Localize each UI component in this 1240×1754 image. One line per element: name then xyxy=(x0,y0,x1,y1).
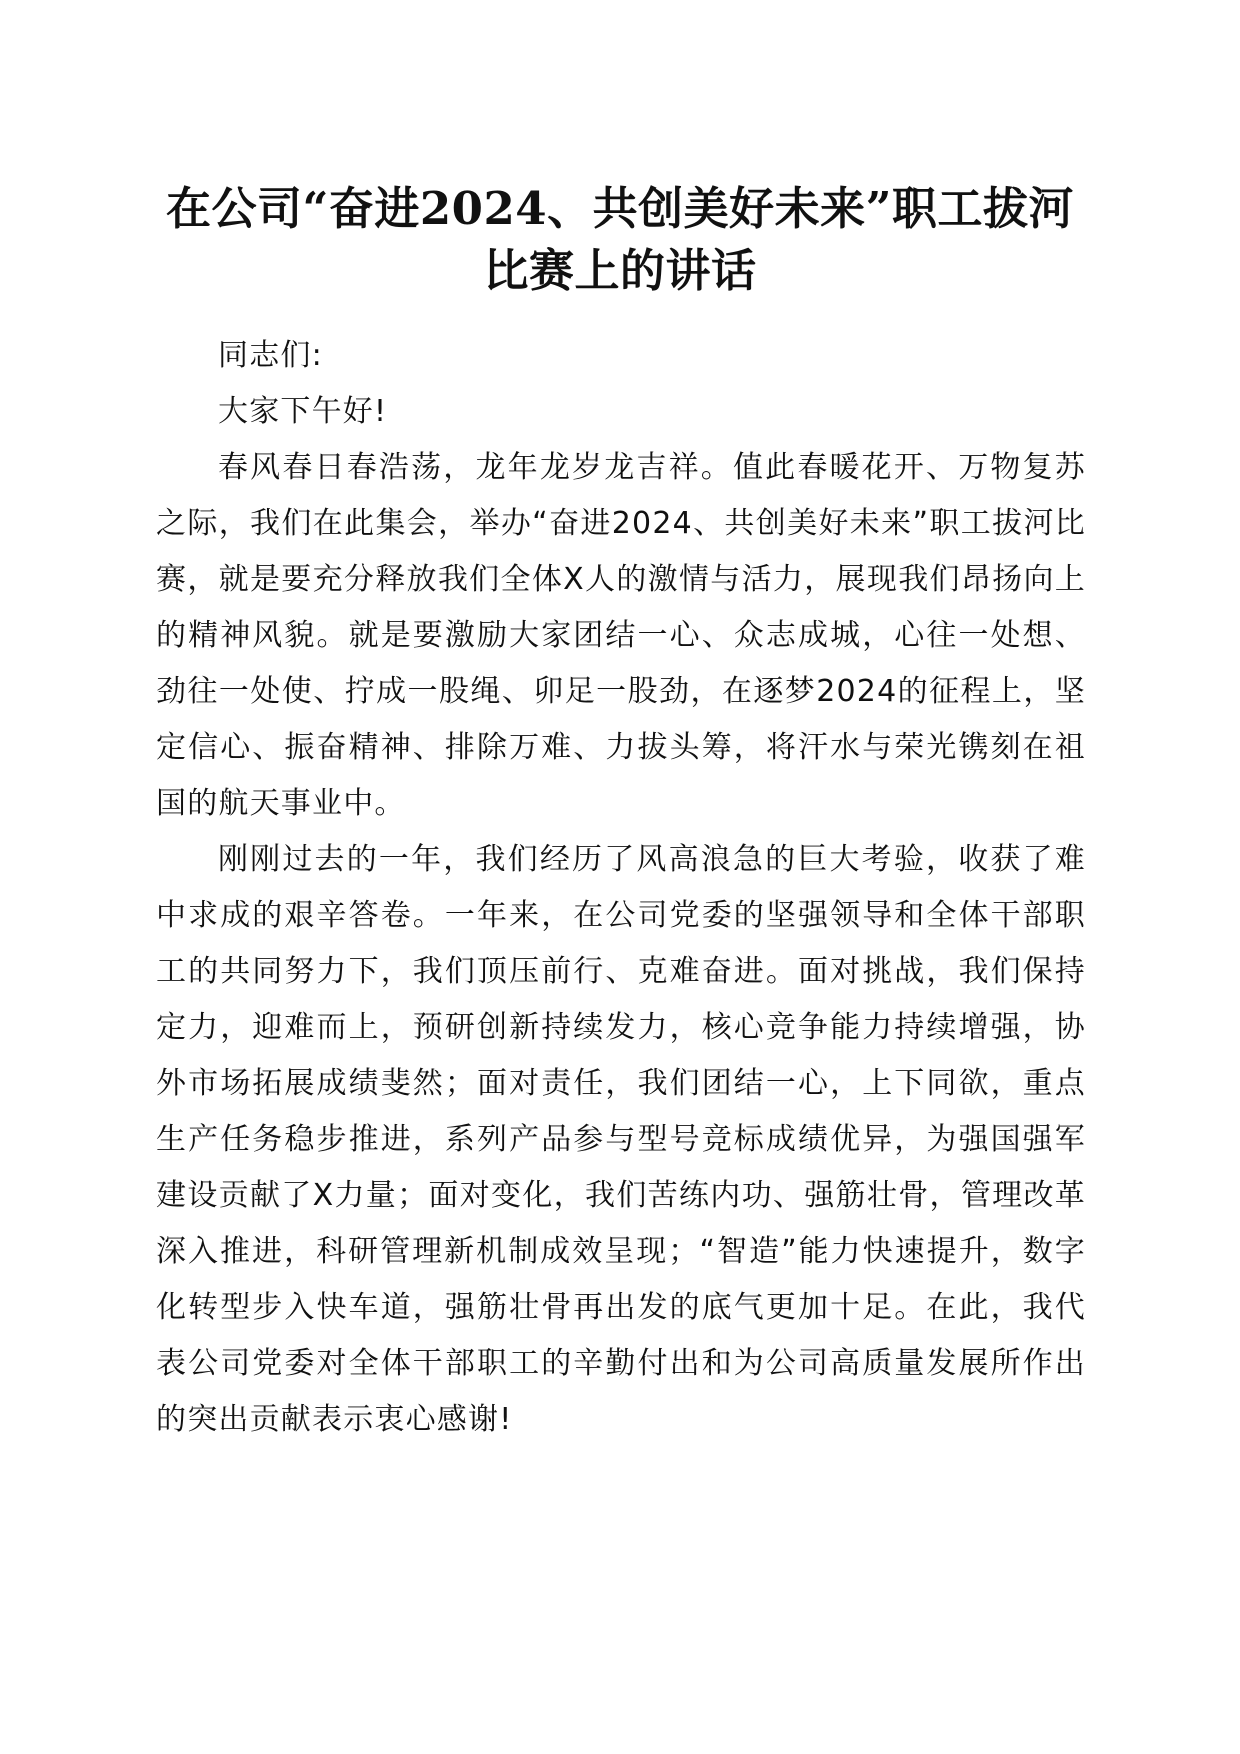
body-paragraph: 春风春日春浩荡，龙年龙岁龙吉祥。值此春暖花开、万物复苏之际，我们在此集会，举办“奋进2024、共创美好未来”职工拔河比赛，就是要充分释放我们全体X人的激情与活力，展现我们昂扬向上的精神风貌。就是要激励大家团结一心、众志成城，心往一处想、劲往一处使、拧成一股绳、卯足一股劲，在逐梦2024的征程上，坚定信心、振奋精神、排除万难、力拔头筹，将汗水与荣光镌刻在祖国的航天事业中。 xyxy=(156,450,1086,821)
document-title: 在公司“奋进2024、共创美好未来”职工拔河比赛上的讲话 xyxy=(165,182,1074,297)
body-paragraph: 刚刚过去的一年，我们经历了风高浪急的巨大考验，收获了难中求成的艰辛答卷。一年来，在公司党委的坚强领导和全体干部职工的共同努力下，我们顶压前行、克难奋进。面对挑战，我们保持定力，迎难而上，预研创新持续发力，核心竞争能力持续增强，协外市场拓展成绩斐然；面对责任，我们团结一心，上下同欲，重点生产任务稳步推进，系列产品参与型号竞标成绩优异，为强国强军建设贡献了X力量；面对变化，我们苦练内功、强筋壮骨，管理改革深入推进，科研管理新机制成效呈现；“智造”能力快速提升，数字化转型步入快车道，强筋壮骨再出发的底气更加十足。在此，我代表公司党委对全体干部职工的辛勤付出和为公司高质量发展所作出的突出贡献表示衷心感谢! xyxy=(156,842,1086,1437)
document-body xyxy=(156,328,1086,1448)
salutation: 同志们: xyxy=(218,338,323,373)
greeting: 大家下午好! xyxy=(218,394,388,429)
